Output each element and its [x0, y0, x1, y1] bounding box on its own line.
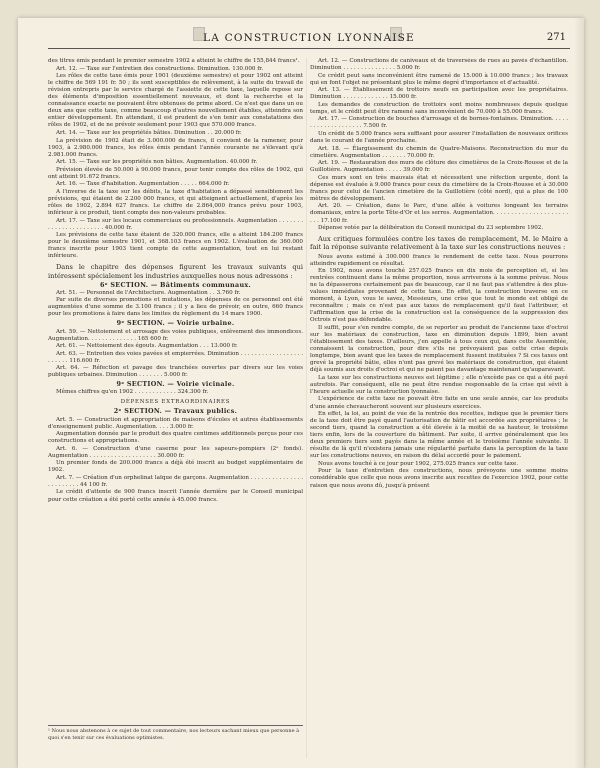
paragraph: Les rôles de cette taxe émis pour 1901 (deuxième semestre) et pour 1902 ont atteint le chiffre de 569 191 fr. 50 ; ils sont susceptibles de relèvement, à la suite du travail de révision entrepris par le service chargé de l'assiette de cette taxe, laquelle repose sur des éléments d'imposition essentiellement nouveaux, et dont la recherche et la connaissance exacte ne pouvaient être obtenues de prime abord. Ce n'est que dans un ou deux ans que cette taxe, comme beaucoup d'autres nouvellement établies, atteindra son entier développement. En attendant, il est prudent de s'en tenir aux constatations des rôles de 1902, et de ne prévoir seulement pour 1903 que 570.000 francs.: [48, 73, 303, 129]
paragraph: Art. 18. — Élargissement du chemin de Quatre-Maisons. Reconstruction du mur du cimetière. Augmentation . . . . . . . 70.000 fr.: [310, 145, 568, 159]
paragraph: Art. 63. — Entretien des voies pavées et empierrées. Diminution . . . . . . . . . . . . . . . . . . . . . . . . 116.600 fr.: [48, 350, 303, 364]
paragraph: Il suffit, pour s'en rendre compte, de se reporter au produit de l'ancienne taxe d'octroi sur les matériaux de construction, taxe en diminution depuis 1899, bien avant l'établissement des taxes. D'ailleurs, j'en appelle à tous ceux qui, dans cette Assemblée, connaissent la construction, pour dire s'ils ne prévoyaient pas cette crise depuis longtemps, bien avant que les taxes de remplacement fussent instituées ? Si ces taxes ont grevé la propriété bâtie, elles n'ont pas grevé les matériaux de construction, qui étaient déjà soumis aux droits d'octroi et qui ne paient pas davantage maintenant qu'auparavant.: [310, 325, 568, 374]
paragraph: Art. 51. — Personnel de l'Architecture. Augmentation . . 3.760 fr.: [56, 289, 241, 296]
paragraph: Art. 5. — Construction et appropriation de maisons d'écoles et autres établissements d'enseignement public. Augmentation. . . . 3.000 fr.: [48, 416, 303, 430]
paragraph: Art. 19. — Restauration des murs de clôture des cimetières de la Croix-Rousse et de la Guillotière. Augmentation . . . . . 39.000 fr.: [310, 160, 568, 174]
paragraph: Ce crédit peut sans inconvénient être ramené de 15.000 à 10.000 francs ; les travaux qui en font l'objet ne présentant plus le même degré d'importance et d'actualité.: [310, 72, 568, 86]
left-column: [48, 58, 303, 758]
paragraph: Nous avons touché à ce jour pour 1902, 275.025 francs sur cette taxe.: [318, 460, 519, 467]
paragraph: Les prévisions de cette taxe étaient de 320.000 francs, elle a atteint 184.200 francs pour le deuxième semestre 1901, et 368.103 francs en 1902. L'évaluation de 360.000 francs inscrite pour 1903 tient compte de cette augmentation, tout en lui restant inférieure.: [48, 232, 303, 260]
document-page: [18, 18, 584, 768]
paragraph: Un crédit de 5.000 francs sera suffisant pour assurer l'installation de nouveaux orifices dans le courant de l'année prochaine.: [310, 130, 568, 145]
paragraph: Ces murs sont en très mauvais état et nécessitent une réfection urgente, dont la dépense est évaluée à 9.000 francs pour ceux du cimetière de la Croix-Rousse et à 30.000 francs pour celui de l'ancien cimetière de la Guillotière (côté nord), qui a plus de 100 mètres de développement.: [310, 174, 568, 202]
page-edge-shadow: [574, 18, 584, 768]
paragraph: Le crédit d'attente de 900 francs inscrit l'année dernière par le Conseil municipal pour cette création a été porté cette année à 45.000 francs.: [48, 489, 303, 503]
paragraph: A l'inverse de la taxe sur les débits, la taxe d'habitation a dépassé sensiblement les prévisions, qui étaient de 2.200 000 francs, et qui atteignent actuellement, d'après les rôles de 1902, 2.894 627 francs. Le chiffre de 2.864,000 francs prévu pour 1903, inférieur à ce produit, tient compte des non-valeurs probables.: [48, 188, 303, 216]
paragraph: Art. 12. — Constructions de caniveaux et de traversées de rues au pavés d'échantillon. Diminution . . . . . . . . . . . . . . . 5.000 fr.: [310, 58, 568, 72]
paragraph: Augmentation donnée par le produit des quatre centimes additionnels perçus pour ces constructions et appropriations.: [48, 431, 303, 445]
paragraph: Art. 7. — Création d'un orphelinat laïque de garçons. Augmentation . . . . . . . . . . . . . . . . . . . . . . . . 44 100 fr.: [48, 474, 303, 488]
paragraph: En 1902, nous avons touché 257.025 francs en dix mois de perception et, si les rentrées continuent dans la même proportion, nous arriverons à la somme prévue. Nous ne la dépasserons certainement pas de beaucoup, car il ne faut pas s'attendre à des plus-values immédiates provenant de cette taxe. En effet, la construction traverse en ce moment, à Lyon, vous le savez, Messieurs, une crise que tout le monde est obligé de reconnaître ; mais ce n'est pas aux taxes de remplacement qu'il faut l'attribuer, et l'affirmation que la crise de la construction est la conséquence de la suppression des Octrois n'est pas défendable.: [310, 268, 568, 324]
column-gutter: [306, 58, 307, 758]
paragraph: Art. 61. — Nettoiement des égouts. Augmentation . . . 13.000 fr.: [56, 343, 238, 350]
section-heading: 9ᵉ SECTION. — Voirie urbaine.: [116, 319, 235, 328]
paragraph: Un premier fonds de 200.000 francs a déjà été inscrit au budget supplémentaire de 1902.: [48, 460, 303, 474]
paragraph: Pour la taxe d'entretien des constructions, nous prévoyons une somme moins considérable que celle que nous avons inscrite aux recettes de l'exercice 1902, pour cette raison que nous avons dû, jusqu'à présent: [310, 468, 568, 489]
paragraph: Art. 15. — Taxe sur les propriétés non bâties. Augmentation. 40.000 fr.: [56, 159, 258, 166]
page-number: 271: [546, 32, 566, 43]
right-column: [310, 58, 568, 758]
section-heading: 2ᵉ SECTION. — Travaux publics.: [113, 407, 238, 416]
paragraph: Art. 59. — Nettoiement et arrosage des voies publiques, enlèvement des immondices. Augmentation. . . . . . . . . . . . . . 165 600 fr.: [48, 328, 303, 342]
paragraph: La prévision de 1902 était de 3.000.000 de francs, il convient de la ramener, pour 1903, à 2.980.000 francs, les rôles émis pendant l'année courante ne s'élevant qu'à 2.981.000 francs.: [48, 137, 303, 158]
footnote: ¹ Nous nous abstenons à ce sujet de tout commentaire, nos lecteurs sachant mieux que personne à quoi s'en tenir sur ces évaluations optimistes.: [48, 725, 303, 741]
paragraph: Art. 20. — Création, dans le Parc, d'une allée à voitures longeant les terrains domaniaux, entre la porte Tête-d'Or et les serres. Augmentation. . . . . . . . . . . . . . . . . . . . . . . . 17.100 fr.: [310, 203, 568, 224]
paragraph: Art. 12. — Taxe sur l'entretien des constructions. Diminution. 130.000 fr.: [56, 65, 264, 72]
paragraph: Les demandes de construction de trottoirs sont moins nombreuses depuis quelque temps, et le crédit peut être ramené sans inconvénient de 70.000 à 55.000 francs.: [310, 101, 568, 115]
paragraph: Nous avons estimé à 300.000 francs le rendement de cette taxe. Nous pourrons atteindre rapidement ce résultat.: [310, 253, 568, 267]
paragraph: Dépense votée par la délibération du Conseil municipal du 23 septembre 1902.: [318, 225, 544, 232]
paragraph: La taxe sur les constructions neuves est légitime ; elle n'excède pas ce qui a été payé autrefois. Par conséquent, elle ne peut être rendue responsable de la crise qui sévit à l'heure actuelle sur la construction lyonnaise.: [310, 374, 568, 395]
section-heading: 6ᵉ SECTION. — Bâtiments communaux.: [99, 280, 252, 289]
paragraph: Aux critiques formulées contre les taxes de remplacement, M. le Maire a fait la réponse suivante relativement à la taxe sur les constructions neuves :: [310, 235, 568, 252]
paragraph: Prévision élevée de 50.000 à 90.000 francs, pour tenir compte des rôles de 1902, qui ont atteint 91.672 francs.: [48, 166, 303, 180]
paragraph: Art. 17. — Taxe sur les locaux commerciaux ou professionnels. Augmentation . . . . . . . . . . . . . . . . . . . . . . . 40.000 fr.: [48, 217, 303, 231]
paragraph: Art. 6. — Construction d'une caserne pour les sapeurs-pompiers (2ᵉ fonds). Augmentation . . . . . . . . . . . . . . . . . . . 30.000 fr.: [48, 445, 303, 459]
paragraph: Art. 16. — Taxe d'habitation. Augmentation . . . . . 664.000 fr.: [56, 181, 230, 188]
section-heading: 9ᵉ SECTION. — Voirie vicinale.: [116, 380, 235, 389]
paragraph: Art. 17. — Construction de bouches d'arrosage et de bornes-fontaines. Diminution. . . . . . . . . . . . . . . . . . . . 7.500 fr.: [310, 116, 568, 130]
paragraph: L'expérience de cette taxe ne pouvait être faite en une seule année, car les produits d'une année chevaucheront souvent sur plusieurs exercices.: [310, 396, 568, 410]
paragraph: des titres émis pendant le premier semestre 1902 a atteint le chiffre de 155,844 francs¹.: [48, 58, 300, 64]
section-heading: DÉPENSES EXTRAORDINAIRES: [120, 399, 231, 406]
paragraph: En effet, la loi, au point de vue de la rentrée des recettes, indique que le premier tiers de la taxe doit être payé quand l'autorisation de bâtir est accordée aux propriétaires ; le second tiers, quand la construction a été élevée à la moitié de sa hauteur, le troisième tiers enfin, lors de la couverture du bâtiment. Par suite, il arrive généralement que les deux premiers tiers sont payés dans la même année et le troisième l'année suivante. Il résulte de là qu'il n'existera jamais une régularité parfaite dans la perception de la taxe sur les constructions neuves, en raison du délai accordé pour le paiement.: [310, 411, 568, 460]
paragraph: Art. 14. — Taxe sur les propriétés bâties. Diminution . . 20.000 fr.: [56, 129, 242, 136]
paragraph: Dans le chapitre des dépenses figurent les travaux suivants qui intéressent spécialement les industries auxquelles nous nous adressons :: [48, 263, 303, 280]
paragraph: Art. 64. — Réfection et pavage des tranchées ouvertes par divers sur les voies publiques urbaines. Diminution . . . . . . . 5.000 fr.: [48, 365, 303, 379]
paragraph: Mêmes chiffres qu'en 1902 . . . . . . . . . . . . 324.300 fr.: [56, 389, 209, 396]
journal-title: LA CONSTRUCTION LYONNAISE: [203, 32, 415, 44]
paragraph: Art. 13. — Établissement de trottoirs neufs en participation avec les propriétaires. Diminution . . . . . . . . . . . . . 15.000 fr.: [310, 87, 568, 101]
page-header: [48, 30, 570, 49]
paragraph: Par suite de diverses promotions et mutations, les dépenses de ce personnel ont été augmentées d'une somme de 3.100 francs ; il y a lieu de prévoir, en outre, 660 francs pour les promotions à faire dans les limites du règlement du 14 mars 1900.: [48, 297, 303, 318]
